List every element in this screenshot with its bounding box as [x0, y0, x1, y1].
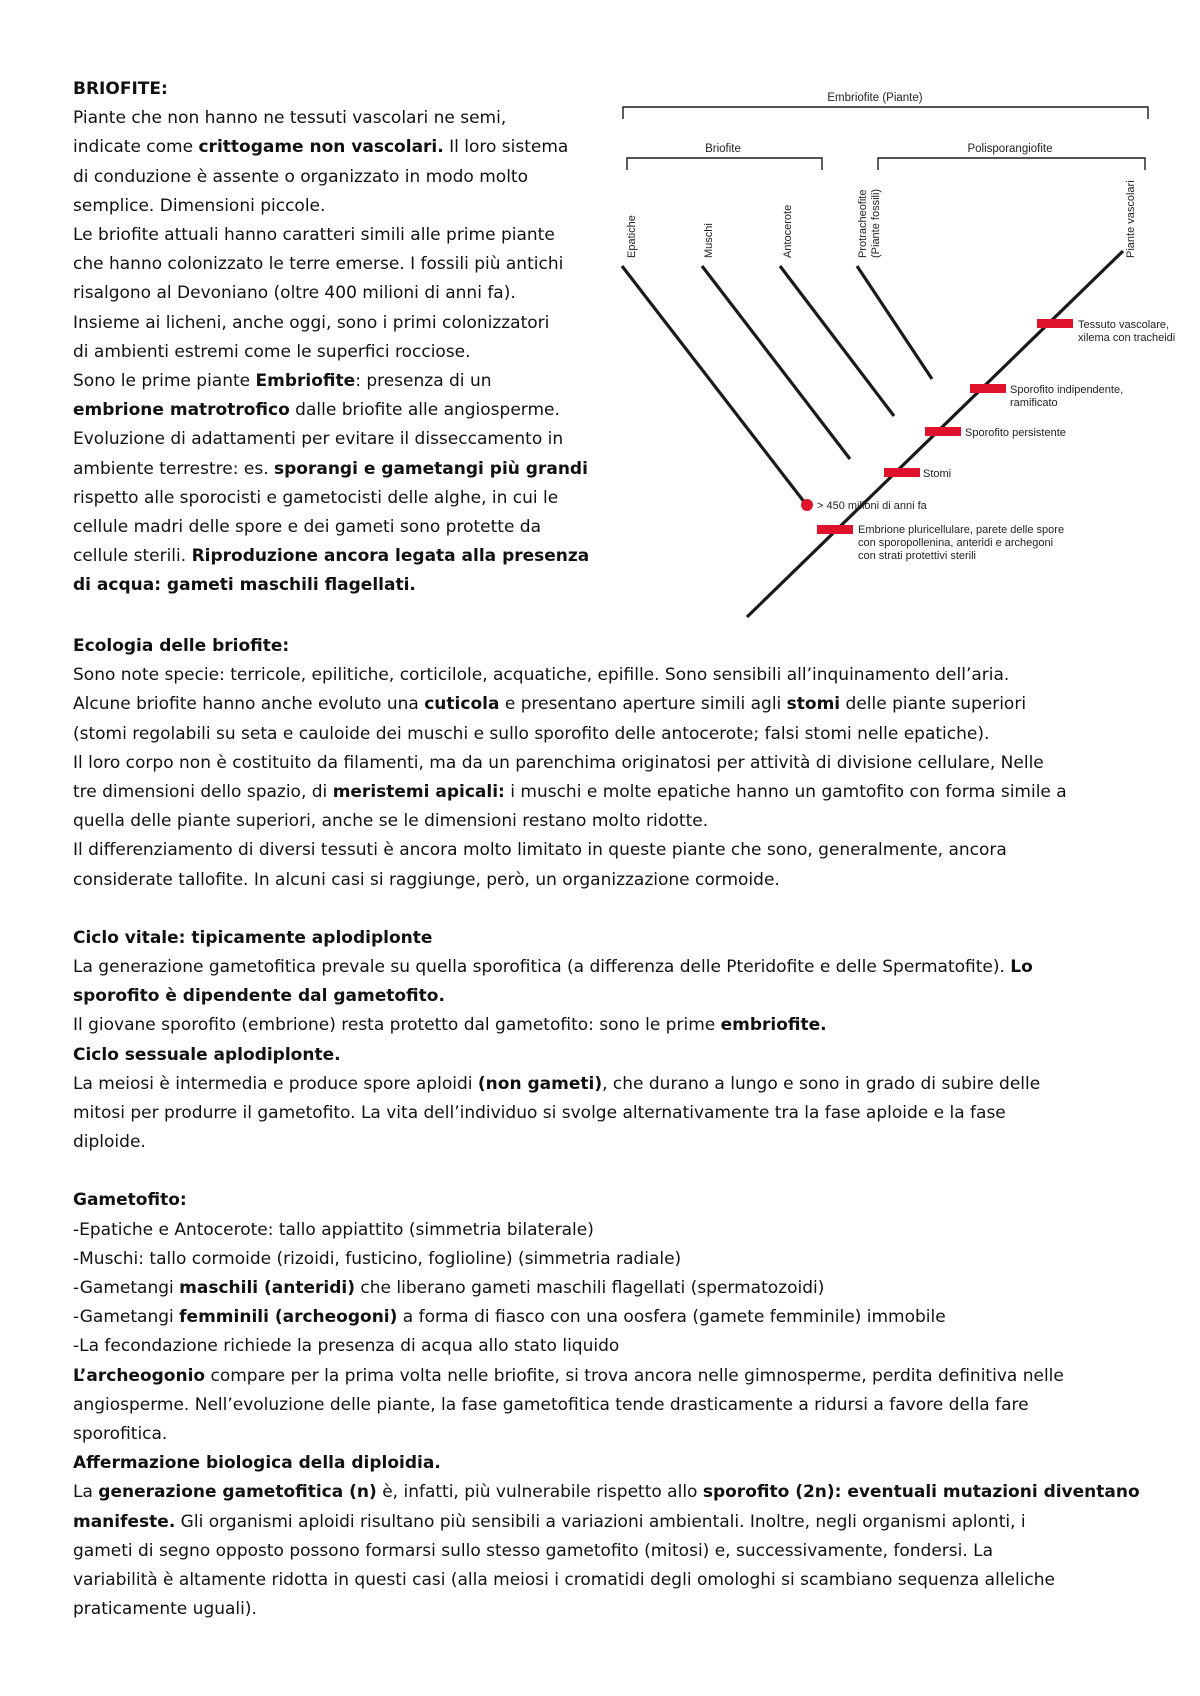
paragraph-gap — [73, 895, 1153, 924]
text-segment: ambiente terrestre: es. — [73, 458, 274, 479]
event-sporofito-indipendente: Sporofito indipendente, ramificato — [1010, 384, 1124, 409]
text-segment: Sono le prime piante — [73, 371, 256, 392]
text-segment: -Epatiche e Antocerote: tallo appiattito (simmetria bilaterale) — [73, 1219, 594, 1240]
text-line — [73, 1245, 1153, 1274]
text-segment: variabilità è altamente ridotta in questi casi (alla meiosi i cromatidi degli omologhi si scambiano sequenza alleliche — [73, 1570, 1056, 1591]
text-segment: quella delle piante superiori, anche se le dimensioni restano molto ridotte. — [73, 811, 709, 832]
text-line — [73, 104, 601, 133]
text-line — [73, 836, 1153, 865]
text-line — [73, 1099, 1153, 1128]
bold-segment: Ciclo sessuale aplodiplonte. — [73, 1044, 341, 1065]
bracket-briofite — [627, 158, 822, 170]
text-segment: risalgono al Devoniano (oltre 400 milioni di anni fa). — [73, 283, 516, 304]
text-line — [73, 749, 1153, 778]
text-segment: compare per la prima volta nelle briofite, si trova ancora nelle gimnosperme, perdita definitiva nelle — [205, 1365, 1064, 1386]
text-segment: Il loro sistema — [443, 137, 569, 158]
text-line — [73, 661, 1153, 690]
text-segment: La — [73, 1482, 99, 1503]
text-line — [73, 866, 1153, 895]
text-line — [73, 221, 601, 250]
text-segment: mitosi per produrre il gametofito. La vita dell’individuo si svolge alternativamente tra la fase aploide e la fase — [73, 1103, 1006, 1124]
text-segment: diploide. — [73, 1132, 146, 1153]
label-embriofite: Embriofite (Piante) — [827, 92, 923, 104]
text-segment: , che durano a lungo e sono in grado di subire delle — [602, 1073, 1041, 1094]
main-body-text — [73, 632, 1153, 1625]
text-segment: : presenza di un — [355, 371, 492, 392]
bold-segment: crittogame non vascolari. — [198, 137, 444, 158]
bold-segment: sporofito è dipendente dal gametofito. — [73, 986, 445, 1007]
event-tessuto-vascolare: Tessuto vascolare, xilema con tracheidi — [1078, 319, 1176, 344]
section-title-text: Ciclo vitale: tipicamente aplodiplonte — [73, 927, 433, 948]
text-line — [73, 1508, 1153, 1537]
text-segment: dalle briofite alle angiosperme. — [289, 400, 560, 421]
marker-450-milioni — [801, 499, 813, 511]
section-title-text: Ecologia delle briofite: — [73, 636, 290, 656]
text-line — [73, 192, 601, 221]
bold-segment: Embriofite — [255, 371, 356, 392]
text-segment: che liberano gameti maschili flagellati (spermatozoidi) — [355, 1278, 825, 1299]
text-line — [73, 484, 601, 513]
bold-segment: L’archeogonio — [73, 1365, 206, 1386]
text-segment: di ambienti estremi come le superfici rocciose. — [73, 341, 471, 362]
branch-protracheofite — [857, 266, 932, 379]
bold-segment: di acqua: gameti maschili flagellati. — [73, 575, 416, 596]
bold-segment: Affermazione biologica della diploidia. — [73, 1453, 441, 1474]
bold-segment: stomi — [786, 694, 841, 715]
text-line — [73, 513, 601, 542]
text-segment: angiosperme. Nell’evoluzione delle piante, la fase gametofitica tende drasticamente a ridursi a favore della fare — [73, 1394, 1029, 1415]
text-line — [73, 1478, 1153, 1507]
marker-embrione — [817, 525, 853, 534]
text-line — [73, 1070, 1153, 1099]
text-segment: semplice. Dimensioni piccole. — [73, 195, 326, 216]
text-line — [73, 455, 601, 484]
section-title — [73, 924, 1153, 953]
text-segment: gameti di segno opposto possono formarsi sullo stesso gametofito (mitosi) e, successivamente, fondersi. La — [73, 1540, 994, 1561]
text-segment: che hanno colonizzato le terre emerse. I fossili più antichi — [73, 254, 564, 275]
text-segment: di conduzione è assente o organizzato in modo molto — [73, 166, 528, 187]
text-line — [73, 1128, 1153, 1157]
bracket-embriofite — [623, 107, 1148, 119]
text-line — [73, 1362, 1153, 1391]
bold-segment: Lo — [1010, 957, 1033, 978]
text-segment: -Gametangi — [73, 1307, 180, 1328]
text-line — [73, 1332, 1153, 1361]
text-line — [73, 1011, 1153, 1040]
text-segment: Le briofite attuali hanno caratteri simili alle prime piante — [73, 225, 555, 246]
text-segment: i muschi e molte epatiche hanno un gamtofito con forma simile a — [504, 782, 1067, 803]
text-line — [73, 1041, 1153, 1070]
event-stomi: Stomi — [923, 468, 952, 480]
marker-sporofito-persistente — [925, 427, 961, 436]
text-line — [73, 953, 1153, 982]
text-line — [73, 425, 601, 454]
text-segment: Evoluzione di adattamenti per evitare il disseccamento in — [73, 429, 564, 450]
marker-sporofito-indipendente — [970, 384, 1006, 393]
text-line — [73, 982, 1153, 1011]
bold-segment: generazione gametofitica (n) — [98, 1482, 377, 1503]
text-line — [73, 396, 601, 425]
bold-segment: embriofite. — [720, 1015, 827, 1036]
text-segment: -La fecondazione richiede la presenza di acqua allo stato liquido — [73, 1336, 620, 1357]
section-title — [73, 1186, 1153, 1215]
text-segment: -Gametangi — [73, 1278, 180, 1299]
text-segment: La meiosi è intermedia e produce spore aploidi — [73, 1073, 478, 1094]
text-segment: considerate tallofite. In alcuni casi si raggiunge, però, un organizzazione cormoide. — [73, 869, 780, 890]
text-line — [73, 1595, 1153, 1624]
text-segment: Alcune briofite hanno anche evoluto una — [73, 694, 425, 715]
bold-segment: maschili (anteridi) — [179, 1278, 356, 1299]
taxon-piante-vascolari: Piante vascolari — [1125, 180, 1137, 258]
taxon-antocerote: Antocerote — [782, 204, 794, 258]
text-line — [73, 720, 1153, 749]
text-line — [73, 1216, 1153, 1245]
event-embrione: Embrione pluricellulare, parete delle spore con sporopollenina, anteridi e archegoni con strati protettivi sterili — [858, 524, 1065, 562]
bold-segment: embrione matrotrofico — [73, 400, 290, 421]
event-sporofito-persistente: Sporofito persistente — [965, 427, 1066, 439]
text-line — [73, 1537, 1153, 1566]
phylogenetic-tree-diagram — [600, 85, 1200, 625]
text-line — [73, 807, 1153, 836]
bold-segment: manifeste. — [73, 1511, 176, 1532]
branch-epatiche — [622, 266, 805, 503]
bold-segment: Riproduzione ancora legata alla presenza — [191, 546, 590, 567]
section-title-text: Gametofito: — [73, 1190, 187, 1211]
text-segment: sporofitica. — [73, 1424, 168, 1445]
text-line — [73, 1303, 1153, 1332]
text-segment: cellule madri delle spore e dei gameti sono protette da — [73, 517, 542, 538]
text-line — [73, 1566, 1153, 1595]
taxon-piante-fossili: (Piante fossili) — [870, 188, 882, 258]
label-briofite: Briofite — [705, 143, 741, 155]
text-segment: indicate come — [73, 137, 199, 158]
text-line — [73, 778, 1153, 807]
text-segment: tre dimensioni dello spazio, di — [73, 782, 333, 803]
text-segment: Sono note specie: terricole, epilitiche, corticilole, acquatiche, epifille. Sono sensibili all’inquinamento dell’aria. — [73, 665, 1010, 686]
bold-segment: meristemi apicali: — [332, 782, 505, 803]
bracket-polisporangiofite — [878, 158, 1145, 170]
label-polisporangiofite: Polisporangiofite — [967, 143, 1053, 155]
text-segment: rispetto alle sporocisti e gametocisti delle alghe, in cui le — [73, 487, 559, 508]
text-line — [73, 309, 601, 338]
text-segment: a forma di fiasco con una oosfera (gamete femminile) immobile — [397, 1307, 946, 1328]
text-segment: delle piante superiori — [840, 694, 1027, 715]
text-line — [73, 250, 601, 279]
bold-segment: sporofito (2n): eventuali mutazioni diventano — [702, 1482, 1140, 1503]
text-segment: cellule sterili. — [73, 546, 192, 567]
taxon-epatiche: Epatiche — [626, 215, 638, 258]
text-line — [73, 1274, 1153, 1303]
taxon-muschi: Muschi — [703, 223, 715, 258]
bold-segment: sporangi e gametangi più grandi — [274, 458, 588, 479]
branch-antocerote — [780, 266, 894, 416]
intro-text — [73, 104, 601, 600]
taxon-protracheofite: Protracheofite — [857, 189, 869, 258]
text-line — [73, 367, 601, 396]
section-title-briofite: BRIOFITE: — [73, 79, 168, 99]
intro-column — [73, 75, 601, 601]
text-segment: Insieme ai licheni, anche oggi, sono i primi colonizzatori — [73, 312, 550, 333]
text-segment: -Muschi: tallo cormoide (rizoidi, fusticino, foglioline) (simmetria radiale) — [73, 1248, 682, 1269]
text-segment: (stomi regolabili su seta e cauloide dei muschi e sullo sporofito delle antocerote; falsi stomi nelle epatiche). — [73, 723, 990, 744]
text-segment: La generazione gametofitica prevale su quella sporofitica (a differenza delle Pteridofite e delle Spermatofite). — [73, 957, 1011, 978]
bold-segment: femminili (archeogoni) — [179, 1307, 398, 1328]
text-line — [73, 571, 601, 600]
bold-segment: cuticola — [424, 694, 500, 715]
branch-muschi — [702, 266, 850, 459]
text-segment: è, infatti, più vulnerabile rispetto allo — [376, 1482, 703, 1503]
paragraph-gap — [73, 1157, 1153, 1186]
text-line — [73, 133, 601, 162]
marker-stomi — [884, 468, 920, 477]
text-line — [73, 338, 601, 367]
bold-segment: (non gameti) — [477, 1073, 603, 1094]
text-line — [73, 1449, 1153, 1478]
text-segment: Piante che non hanno ne tessuti vascolari ne semi, — [73, 108, 507, 129]
text-segment: Il giovane sporofito (embrione) resta protetto dal gametofito: sono le prime — [73, 1015, 721, 1036]
text-segment: praticamente uguali). — [73, 1599, 257, 1620]
text-line — [73, 1391, 1153, 1420]
text-segment: e presentano aperture simili agli — [499, 694, 787, 715]
text-line — [73, 279, 601, 308]
section-title — [73, 632, 1153, 661]
text-line — [73, 1420, 1153, 1449]
marker-tessuto-vascolare — [1037, 319, 1073, 328]
text-segment: Il loro corpo non è costituito da filamenti, ma da un parenchima originatosi per attività di divisione cellulare, Nelle — [73, 752, 1044, 773]
text-segment: Gli organismi aploidi risultano più sensibili a variazioni ambientali. Inoltre, negli organismi aplonti, i — [175, 1511, 1026, 1532]
text-line — [73, 163, 601, 192]
text-segment: Il differenziamento di diversi tessuti è ancora molto limitato in queste piante che sono, generalmente, ancora — [73, 840, 1007, 861]
text-line — [73, 542, 601, 571]
event-450-milioni: > 450 milioni di anni fa — [817, 500, 927, 512]
text-line — [73, 690, 1153, 719]
